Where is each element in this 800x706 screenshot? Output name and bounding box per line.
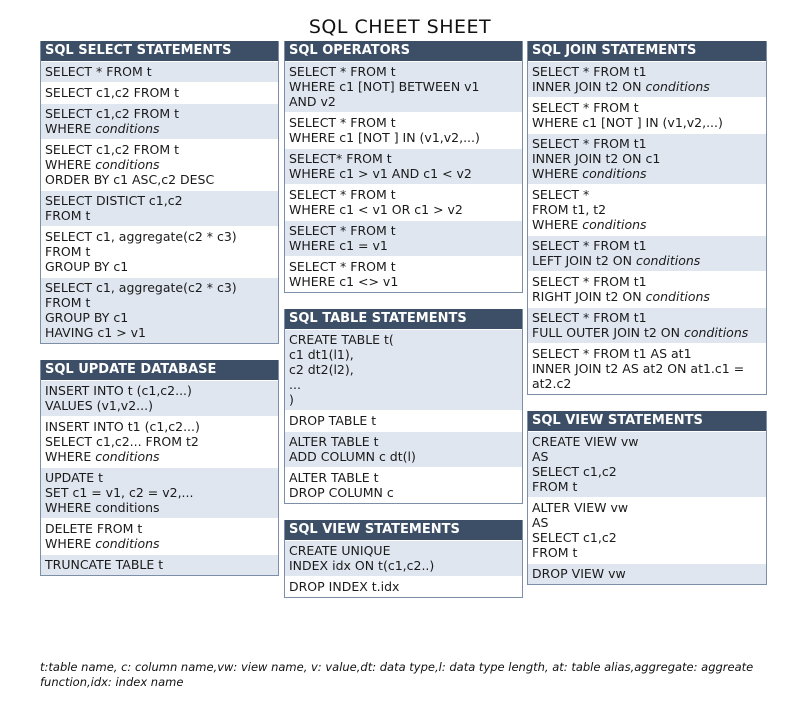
snippet-text: WHERE (45, 536, 96, 551)
snippet-line: WHERE c1 > v1 AND c1 < v2 (289, 166, 472, 181)
snippet-line: SELECT c1,c2... FROM t2 (45, 434, 199, 449)
snippet-line: SELECT * FROM t1 AS at1 (532, 346, 692, 361)
snippet-text: WHERE (45, 157, 96, 172)
snippet-item (41, 61, 278, 82)
snippet-line: CREATE TABLE t( (289, 332, 394, 347)
snippet-item (528, 563, 766, 584)
snippet-item (41, 103, 278, 139)
snippet-line: SELECT c1,c2 (532, 464, 617, 479)
snippet-line: GROUP BY c1 (45, 310, 129, 325)
snippet-placeholder: conditions (582, 166, 647, 181)
snippet-item (285, 410, 522, 431)
snippet-line: c2 dt2(l2), (289, 362, 354, 377)
snippet-item (528, 97, 766, 133)
snippet-line: AND v2 (289, 94, 336, 109)
snippet-line (532, 217, 762, 232)
snippet-item (41, 554, 278, 575)
snippet-line: FROM t1, t2 (532, 202, 607, 217)
column-middle (284, 41, 523, 598)
section-view-statements (527, 411, 767, 585)
snippet-line: WHERE c1 <> v1 (289, 274, 399, 289)
snippet-item (285, 220, 522, 256)
snippet-item (285, 329, 522, 410)
snippet-item (528, 431, 766, 497)
snippet-line: AS (532, 515, 549, 530)
snippet-line: SELECT * FROM t1 (532, 310, 647, 325)
snippet-item (285, 184, 522, 220)
snippet-line: SELECT * FROM t (45, 64, 152, 79)
snippet-line: ADD COLUMN c dt(l) (289, 449, 416, 464)
snippet-item (528, 343, 766, 394)
snippet-line: CREATE VIEW vw (532, 434, 639, 449)
snippet-text: WHERE (45, 121, 96, 136)
section-select-statements (40, 41, 279, 344)
legend-footnote: t:table name, c: column name,vw: view name, v: value,dt: data type,l: data type length, at: table alias,aggregate: aggreate function,idx: index name (40, 660, 754, 689)
snippet-text: WHERE (532, 217, 583, 232)
snippet-line: FROM t (532, 479, 578, 494)
snippet-item (285, 112, 522, 148)
snippet-item (528, 271, 766, 307)
section-index-statements (284, 520, 523, 598)
section-header: SQL SELECT STATEMENTS (41, 41, 278, 61)
snippet-text: INNER JOIN t2 ON (532, 79, 646, 94)
snippet-line: INDEX idx ON t(c1,c2..) (289, 558, 435, 573)
snippet-line: FROM t (532, 545, 578, 560)
snippet-placeholder: conditions (582, 217, 647, 232)
snippet-line: FROM t (45, 295, 91, 310)
snippet-line: SELECT DISTICT c1,c2 (45, 193, 183, 208)
snippet-line: INSERT INTO t1 (c1,c2...) (45, 419, 200, 434)
snippet-line: HAVING c1 > v1 (45, 325, 146, 340)
snippet-item (528, 235, 766, 271)
section-header: SQL JOIN STATEMENTS (528, 41, 766, 61)
snippet-line: SELECT * (532, 187, 590, 202)
snippet-item (41, 380, 278, 416)
snippet-item (41, 226, 278, 277)
snippet-placeholder: conditions (95, 449, 160, 464)
snippet-line: SELECT * FROM t (289, 187, 396, 202)
page-title: SQL CHEET SHEET (308, 16, 492, 38)
snippet-item (41, 139, 278, 190)
snippet-line: INSERT INTO t (c1,c2...) (45, 383, 192, 398)
snippet-item (41, 82, 278, 103)
snippet-item (285, 467, 522, 503)
section-header: SQL VIEW STATEMENTS (285, 520, 522, 540)
snippet-item (528, 497, 766, 563)
snippet-text: LEFT JOIN t2 ON (532, 253, 636, 268)
snippet-item (41, 416, 278, 467)
snippet-line: ) (289, 392, 294, 407)
snippet-line: DROP INDEX t.idx (289, 579, 400, 594)
snippet-line: SELECT * FROM t (289, 223, 396, 238)
snippet-line: SELECT * FROM t1 (532, 64, 647, 79)
snippet-line: UPDATE t (45, 470, 104, 485)
snippet-line (532, 325, 762, 340)
snippet-line: SELECT c1, aggregate(c2 * c3) (45, 280, 237, 295)
section-table-statements (284, 309, 523, 504)
column-left (40, 41, 279, 576)
snippet-line (45, 536, 274, 551)
snippet-line: SELECT c1,c2 FROM t (45, 142, 180, 157)
snippet-text: WHERE (45, 449, 96, 464)
snippet-line: FROM t (45, 208, 91, 223)
snippet-line: DROP COLUMN c (289, 485, 394, 500)
snippet-line: ALTER VIEW vw (532, 500, 629, 515)
section-join-statements (527, 41, 767, 395)
snippet-line: SET c1 = v1, c2 = v2,... (45, 485, 194, 500)
snippet-line: ALTER TABLE t (289, 470, 379, 485)
snippet-line: ORDER BY c1 ASC,c2 DESC (45, 172, 215, 187)
snippet-line (45, 449, 274, 464)
snippet-line: SELECT * FROM t (532, 100, 639, 115)
snippet-line: SELECT* FROM t (289, 151, 392, 166)
snippet-line: INNER JOIN t2 ON c1 (532, 151, 661, 166)
snippet-item (285, 576, 522, 597)
snippet-line (532, 79, 762, 94)
snippet-item (285, 431, 522, 467)
snippet-line: WHERE c1 [NOT ] IN (v1,v2,...) (289, 130, 480, 145)
snippet-line: AS (532, 449, 549, 464)
snippet-text: RIGHT JOIN t2 ON (532, 289, 646, 304)
section-update-database (40, 360, 279, 576)
snippet-placeholder: conditions (95, 157, 160, 172)
snippet-placeholder: conditions (645, 79, 710, 94)
snippet-line: SELECT c1, aggregate(c2 * c3) (45, 229, 237, 244)
snippet-placeholder: conditions (683, 325, 749, 340)
snippet-item (285, 256, 522, 292)
snippet-line: WHERE c1 = v1 (289, 238, 388, 253)
snippet-line: SELECT c1,c2 FROM t (45, 106, 180, 121)
snippet-line: SELECT * FROM t1 (532, 136, 647, 151)
snippet-placeholder: conditions (645, 289, 710, 304)
snippet-placeholder: conditions (95, 121, 160, 136)
snippet-line: WHERE c1 [NOT] BETWEEN v1 (289, 79, 480, 94)
snippet-line: WHERE c1 < v1 OR c1 > v2 (289, 202, 463, 217)
snippet-line (532, 289, 762, 304)
snippet-item (41, 277, 278, 343)
snippet-line: DROP TABLE t (289, 413, 377, 428)
snippet-line (532, 166, 762, 181)
snippet-line: SELECT * FROM t (289, 64, 396, 79)
snippet-item (528, 61, 766, 97)
section-operators (284, 41, 523, 293)
snippet-text: FULL OUTER JOIN t2 ON (532, 325, 684, 340)
snippet-item (528, 133, 766, 184)
snippet-line: SELECT c1,c2 FROM t (45, 85, 180, 100)
snippet-line: VALUES (v1,v2...) (45, 398, 153, 413)
snippet-line (45, 121, 274, 136)
snippet-line: SELECT * FROM t1 (532, 238, 647, 253)
snippet-line: WHERE conditions (45, 500, 160, 515)
snippet-item (528, 184, 766, 235)
snippet-line: SELECT * FROM t (289, 115, 396, 130)
snippet-item (285, 540, 522, 576)
column-right (527, 41, 767, 585)
snippet-line: ALTER TABLE t (289, 434, 379, 449)
snippet-item (41, 518, 278, 554)
snippet-placeholder: conditions (95, 536, 160, 551)
snippet-item (285, 61, 522, 112)
snippet-line: ... (289, 377, 301, 392)
snippet-line: DROP VIEW vw (532, 566, 626, 581)
snippet-item (285, 148, 522, 184)
snippet-line (532, 253, 762, 268)
snippet-line: SELECT * FROM t (289, 259, 396, 274)
snippet-line: SELECT c1,c2 (532, 530, 617, 545)
snippet-line: at2.c2 (532, 376, 572, 391)
section-header: SQL UPDATE DATABASE (41, 360, 278, 380)
snippet-line: DELETE FROM t (45, 521, 143, 536)
snippet-text: WHERE (532, 166, 583, 181)
section-header: SQL VIEW STATEMENTS (528, 411, 766, 431)
snippet-line: SELECT * FROM t1 (532, 274, 647, 289)
snippet-line: TRUNCATE TABLE t (45, 557, 164, 572)
snippet-line: GROUP BY c1 (45, 259, 129, 274)
snippet-line: FROM t (45, 244, 91, 259)
section-header: SQL OPERATORS (285, 41, 522, 61)
snippet-line: c1 dt1(l1), (289, 347, 354, 362)
snippet-item (41, 190, 278, 226)
snippet-item (41, 467, 278, 518)
snippet-line: CREATE UNIQUE (289, 543, 391, 558)
snippet-line (45, 157, 274, 172)
snippet-line: WHERE c1 [NOT ] IN (v1,v2,...) (532, 115, 723, 130)
snippet-line: INNER JOIN t2 AS at2 ON at1.c1 = (532, 361, 745, 376)
snippet-item (528, 307, 766, 343)
section-header: SQL TABLE STATEMENTS (285, 309, 522, 329)
snippet-placeholder: conditions (635, 253, 701, 268)
